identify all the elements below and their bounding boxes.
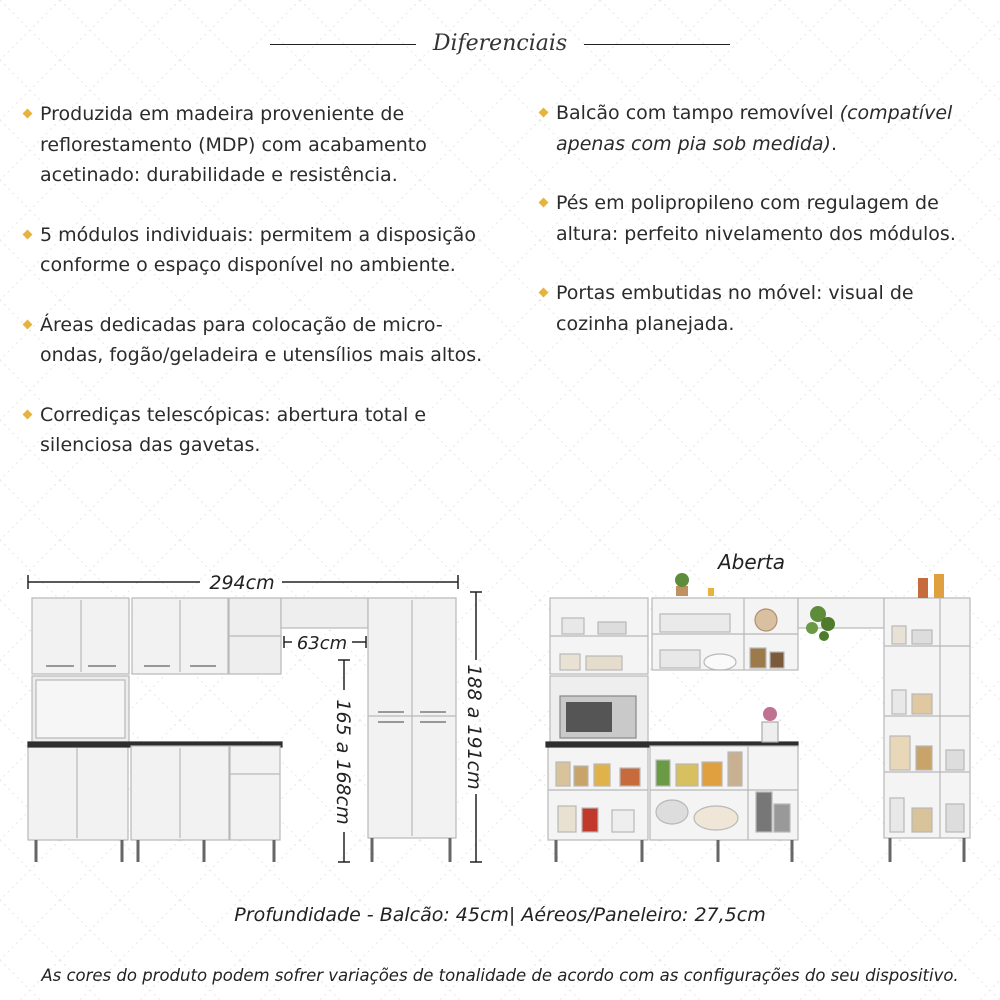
diamond-bullet-icon [539,288,549,298]
feature-text: Balcão com tampo removível [556,102,840,124]
feature-suffix: . [830,132,837,155]
open-cabinet-legs [556,838,964,862]
feature-item [540,98,990,159]
feature-text: Corrediças telescópicas: abertura total e silenciosa das gavetas. [40,403,427,456]
total-height-label: 188 a 191cm [463,664,485,790]
drawer-unit [230,746,280,840]
diamond-bullet-icon [23,109,33,119]
color-disclaimer: As cores do produto podem sofrer variações de tonalidade de acordo com as configurações do seu dispositivo. [41,966,959,985]
depth-info: Profundidade - Balcão: 45cm| Aéreos/Paneleiro: 27,5cm [234,904,766,926]
feature-item [24,310,494,371]
closed-kitchen-drawing [28,572,485,862]
diamond-bullet-icon [539,198,549,208]
features-right-column [540,98,990,368]
product-diagram [0,540,1000,880]
open-kitchen-drawing [546,573,970,862]
feature-note: (compatível apenas com pia sob medida) [556,102,953,155]
feature-text: Portas embutidas no móvel: visual de cozinha planejada. [556,282,914,335]
section-header [0,28,1000,60]
feature-item [540,278,990,339]
width-label: 294cm [209,572,275,594]
diamond-bullet-icon [23,409,33,419]
feature-item [540,188,990,249]
diamond-bullet-icon [23,229,33,239]
feature-item [24,220,494,281]
feature-text: Pés em polipropileno com regulagem de altura: perfeito nivelamento dos módulos. [556,192,956,245]
feature-item [24,99,494,191]
features-left-column [24,99,494,490]
open-view-label: Aberta [718,550,786,574]
bridge-shelf [281,598,368,628]
feature-item [24,400,494,461]
feature-text: Produzida em madeira proveniente de reflorestamento (MDP) com acabamento acetinado: durabilidade e resistência. [40,103,427,186]
lower-cabinet-1 [28,746,128,840]
page-title: Diferenciais [432,31,568,56]
counter-height-label: 165 a 168cm [332,699,354,825]
diamond-bullet-icon [23,319,33,329]
cabinet-legs [36,838,450,862]
top-plant-icon [675,573,714,596]
feature-text: Áreas dedicadas para colocação de micro-ondas, fogão/geladeira e utensílios mais altos. [40,313,483,366]
diamond-bullet-icon [539,108,549,118]
gap-label: 63cm [296,633,348,654]
feature-text: 5 módulos individuais: permitem a disposição conforme o espaço disponível no ambiente. [40,223,476,276]
